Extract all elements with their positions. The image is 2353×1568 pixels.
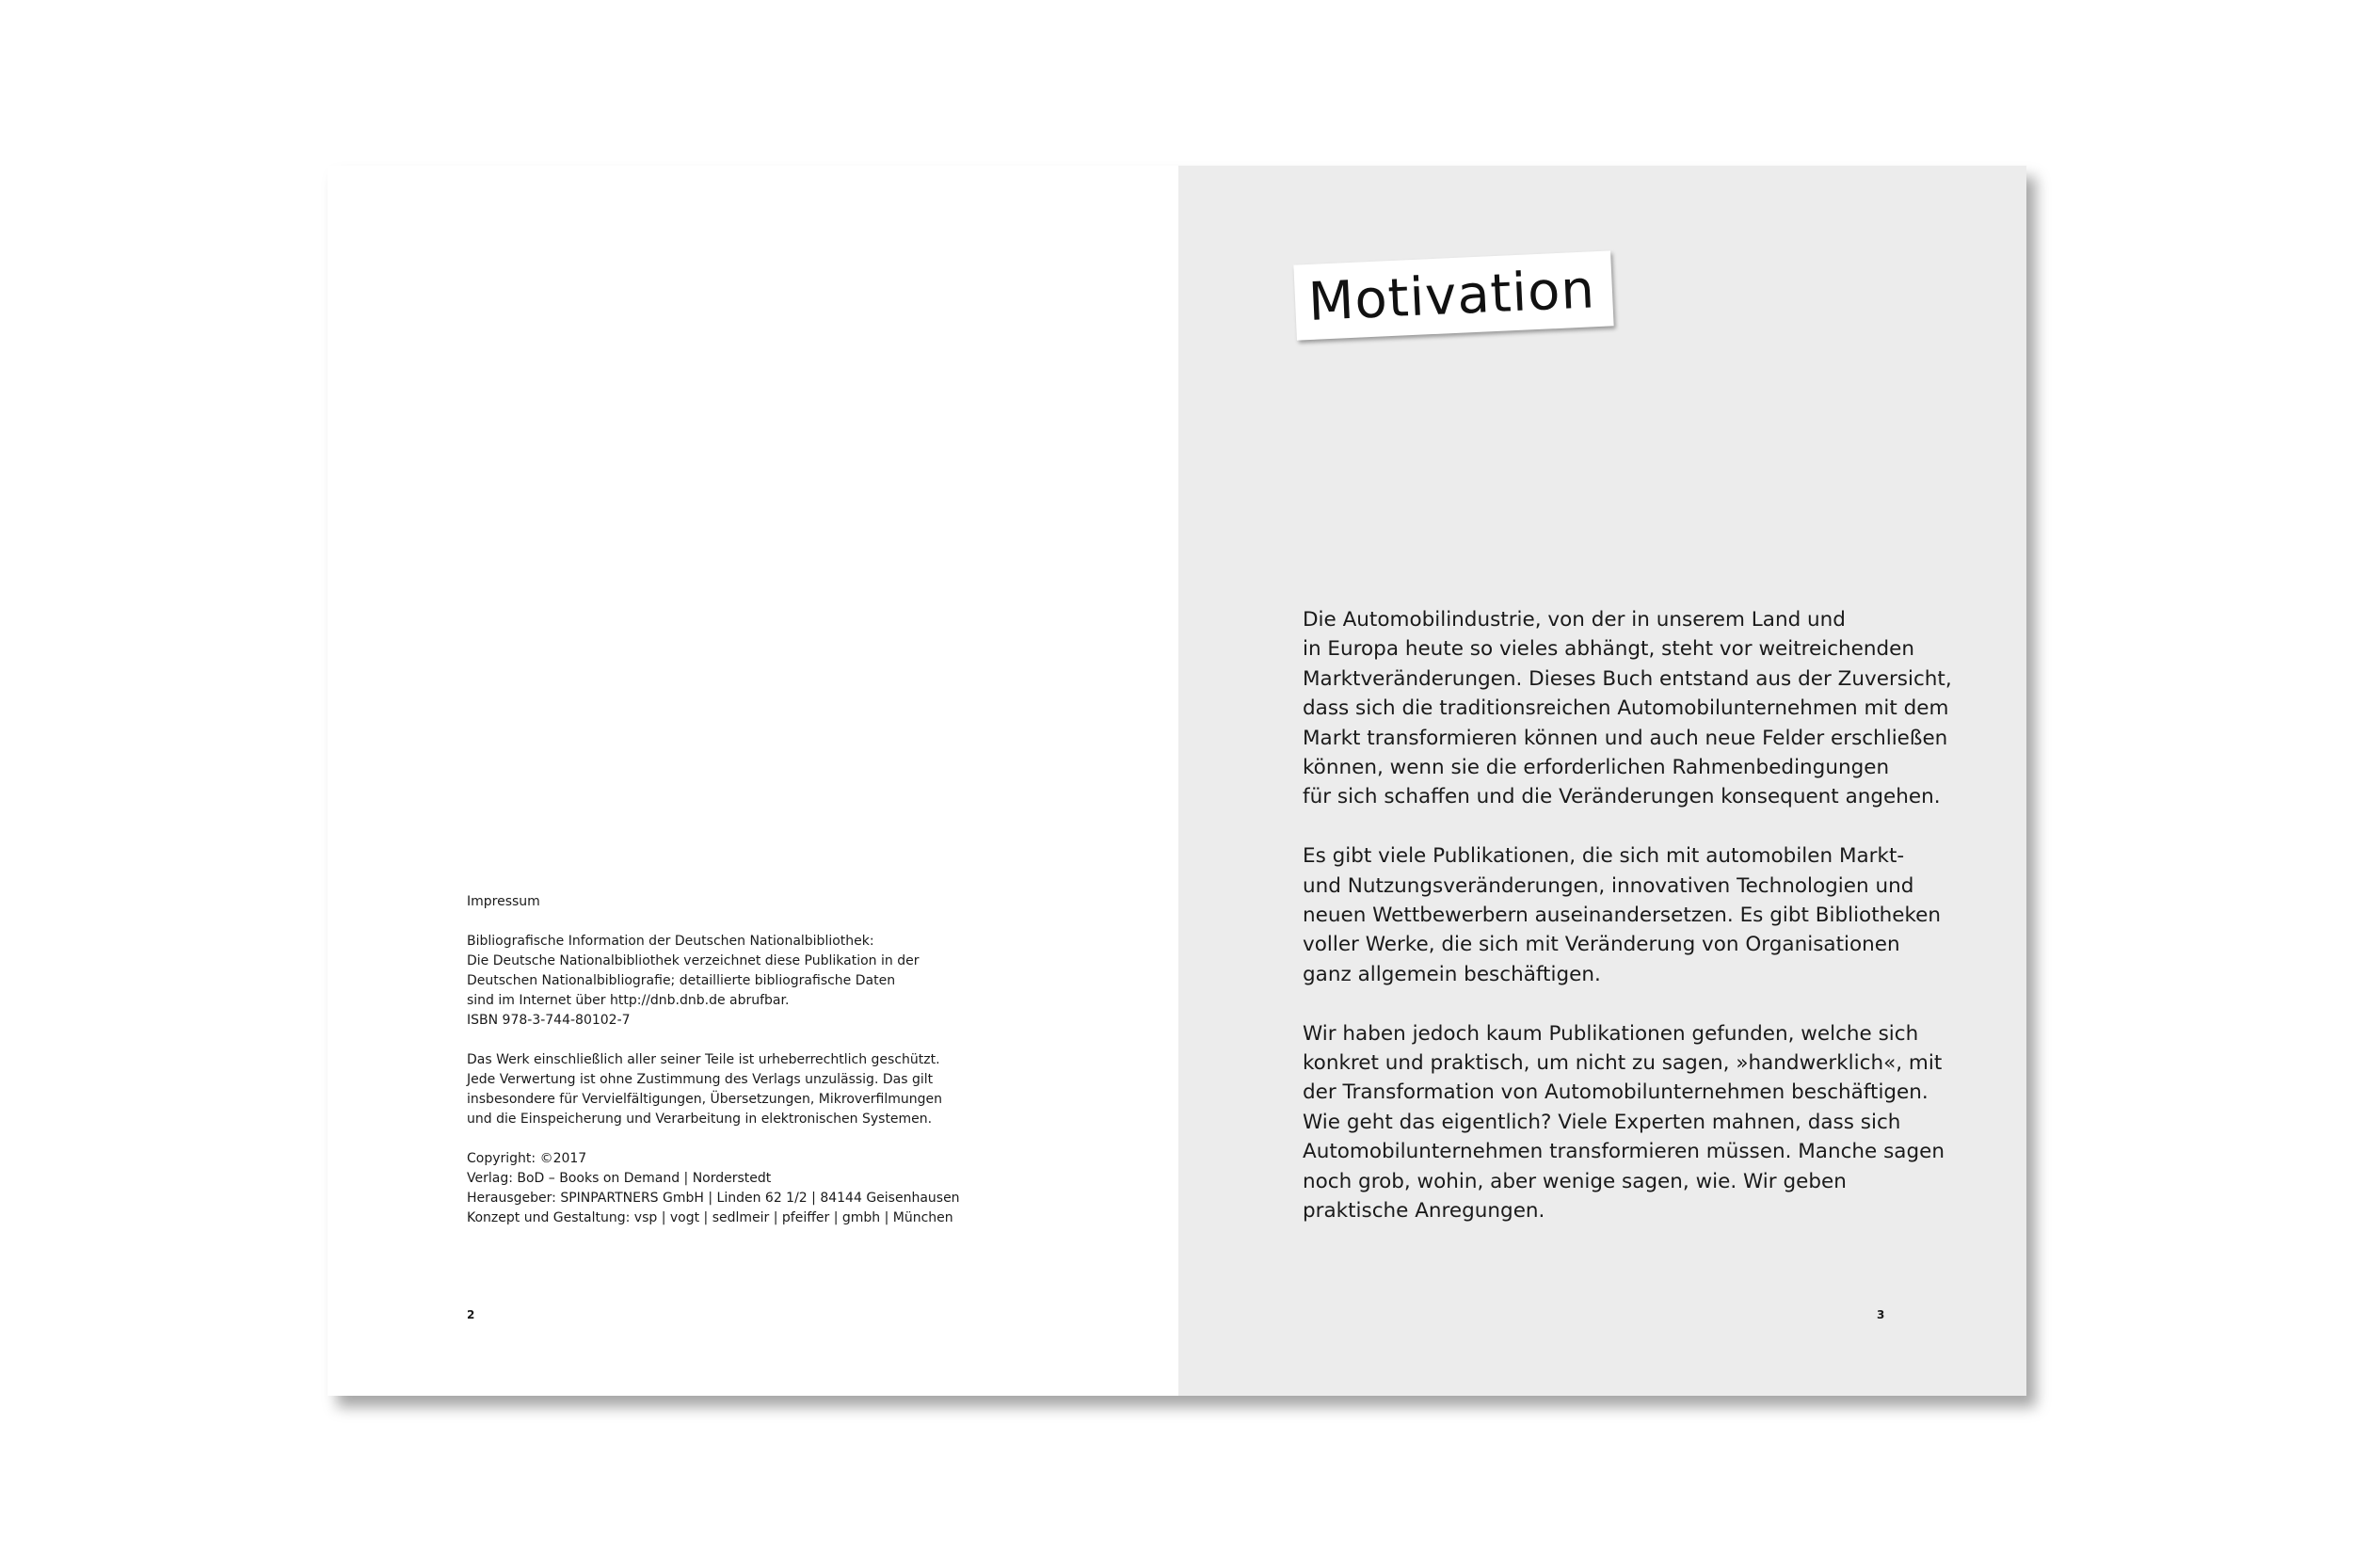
text-line: voller Werke, die sich mit Veränderung von Organisationen xyxy=(1303,933,1900,957)
text-line: Wir haben jedoch kaum Publikationen gefunden, welche sich xyxy=(1303,1021,1919,1046)
text-line: praktische Anregungen. xyxy=(1303,1199,1545,1224)
imprint-line: Bibliografische Information der Deutschen Nationalbibliothek: xyxy=(467,934,874,949)
imprint xyxy=(467,892,1126,1248)
paragraph xyxy=(1303,841,1999,989)
text-line: neuen Wettbewerbern auseinandersetzen. Es gibt Bibliotheken xyxy=(1303,904,1942,928)
imprint-line: insbesondere für Vervielfältigungen, Übersetzungen, Mikroverfilmungen xyxy=(467,1092,943,1107)
imprint-line: Deutschen Nationalbibliografie; detaillierte bibliografische Daten xyxy=(467,973,896,988)
text-line: der Transformation von Automobilunternehmen beschäftigen. xyxy=(1303,1080,1929,1105)
design-line: Konzept und Gestaltung: vsp | vogt | sedlmeir | pfeiffer | gmbh | München xyxy=(467,1210,953,1225)
left-page xyxy=(328,166,1178,1396)
paragraph xyxy=(1303,605,1999,812)
publisher-line: Verlag: BoD – Books on Demand | Norderstedt xyxy=(467,1171,772,1186)
text-line: Wie geht das eigentlich? Viele Experten mahnen, dass sich xyxy=(1303,1110,1901,1134)
text-line: können, wenn sie die erforderlichen Rahmenbedingungen xyxy=(1303,756,1890,780)
credits xyxy=(467,1149,1126,1228)
isbn: ISBN 978-3-744-80102-7 xyxy=(467,1013,631,1028)
editor-line: Herausgeber: SPINPARTNERS GmbH | Linden 62 1/2 | 84144 Geisenhausen xyxy=(467,1191,960,1206)
page-number-left: 2 xyxy=(467,1308,475,1321)
bibliographic-info xyxy=(467,932,1126,1031)
imprint-heading-block xyxy=(467,892,1126,912)
body-text xyxy=(1303,605,1999,1256)
page-number-right: 3 xyxy=(1877,1308,1885,1321)
imprint-heading: Impressum xyxy=(467,894,540,909)
text-line: dass sich die traditionsreichen Automobilunternehmen mit dem xyxy=(1303,696,1949,721)
text-line: in Europa heute so vieles abhängt, steht vor weitreichenden xyxy=(1303,637,1915,662)
imprint-line: und die Einspeicherung und Verarbeitung in elektronischen Systemen. xyxy=(467,1112,933,1127)
text-line: Markt transformieren können und auch neue Felder erschließen xyxy=(1303,726,1948,750)
text-line: Marktveränderungen. Dieses Buch entstand aus der Zuversicht, xyxy=(1303,666,1952,691)
text-line: für sich schaffen und die Veränderungen konsequent angehen. xyxy=(1303,785,1941,809)
imprint-line: Die Deutsche Nationalbibliothek verzeichnet diese Publikation in der xyxy=(467,953,920,968)
text-line: konkret und praktisch, um nicht zu sagen, »handwerklich«, mit xyxy=(1303,1051,1943,1076)
text-line: noch grob, wohin, aber wenige sagen, wie. Wir geben xyxy=(1303,1169,1847,1193)
imprint-line: Das Werk einschließlich aller seiner Teile ist urheberrechtlich geschützt. xyxy=(467,1052,940,1067)
imprint-line: Jede Verwertung ist ohne Zustimmung des Verlags unzulässig. Das gilt xyxy=(467,1072,934,1087)
text-line: ganz allgemein beschäftigen. xyxy=(1303,962,1601,986)
book-spread xyxy=(328,166,2026,1396)
right-page xyxy=(1178,166,2026,1396)
chapter-title: Motivation xyxy=(1293,250,1613,340)
text-line: Automobilunternehmen transformieren müssen. Manche sagen xyxy=(1303,1140,1945,1164)
text-line: und Nutzungsveränderungen, innovativen Technologien und xyxy=(1303,873,1914,898)
copyright-notice xyxy=(467,1050,1126,1129)
text-line: Die Automobilindustrie, von der in unserem Land und xyxy=(1303,608,1846,632)
paragraph xyxy=(1303,1019,1999,1226)
imprint-line: sind im Internet über http://dnb.dnb.de abrufbar. xyxy=(467,993,790,1008)
text-line: Es gibt viele Publikationen, die sich mit automobilen Markt- xyxy=(1303,844,1905,869)
copyright-line: Copyright: ©2017 xyxy=(467,1151,587,1166)
